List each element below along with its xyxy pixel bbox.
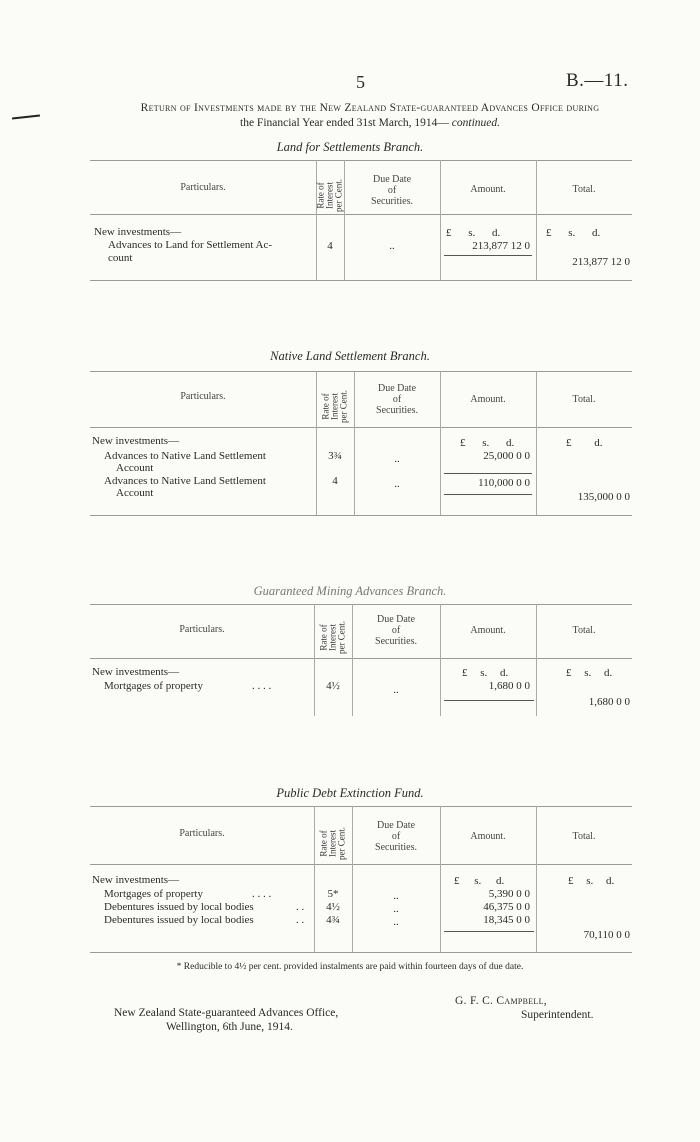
- heading-line-2: [90, 116, 650, 131]
- table-top-rule: [90, 604, 632, 605]
- header-amount: Amount.: [470, 184, 506, 195]
- row-amount: 110,000 0 0: [478, 477, 530, 489]
- row-rate: 5*: [327, 888, 339, 900]
- row-particulars-continued: count: [108, 252, 133, 264]
- row-due-date: ..: [393, 903, 399, 915]
- office-line-2: Wellington, 6th June, 1914.: [166, 1021, 293, 1033]
- table-native-land: [90, 371, 632, 519]
- header-rate-line: Interest: [329, 393, 340, 420]
- amount-rule: [444, 255, 532, 256]
- table-bottom-rule: [90, 515, 632, 516]
- row-leader-dots: . .: [296, 914, 305, 926]
- header-total: Total.: [572, 625, 596, 636]
- currency-shillings: s.: [468, 227, 476, 239]
- header-due-line: of: [387, 185, 397, 196]
- header-rate-line: Interest: [324, 182, 335, 209]
- currency-pound: £: [566, 437, 572, 449]
- heading-line-2-main: the Financial Year ended 31st March, 1914—: [240, 117, 449, 129]
- table-header-rule: [90, 214, 632, 215]
- currency-pound: £: [566, 667, 572, 679]
- column-divider: [440, 160, 441, 280]
- row-amount: 213,877 12 0: [472, 240, 530, 252]
- currency-pound: £: [462, 667, 468, 679]
- table-top-rule: [90, 160, 632, 161]
- currency-pence: d.: [606, 875, 615, 887]
- currency-heading-amount: [446, 227, 532, 239]
- row-leader-dots: . . . .: [252, 680, 272, 692]
- currency-pound: £: [446, 227, 452, 239]
- table-public-debt: [90, 806, 632, 956]
- row-amount: 46,375 0 0: [483, 901, 530, 913]
- group-label: New investments—: [94, 226, 182, 238]
- row-amount: 1,680 0 0: [488, 680, 530, 692]
- column-divider: [314, 604, 315, 716]
- header-due-line: Securities.: [371, 196, 413, 207]
- header-due-line: Due Date: [377, 383, 417, 394]
- header-due-line: Securities.: [375, 636, 417, 647]
- currency-pence: d.: [594, 437, 603, 449]
- header-due-date: [352, 820, 440, 853]
- currency-heading-amount: [462, 667, 536, 679]
- header-rate-line: per Cent.: [338, 390, 349, 423]
- amount-rule: [444, 700, 534, 701]
- footnote: * Reducible to 4½ per cent. provided instalments are paid within fourteen days of due date.: [176, 962, 524, 972]
- currency-pence: d.: [506, 437, 515, 449]
- header-amount: Amount.: [470, 831, 506, 842]
- column-divider: [440, 371, 441, 515]
- group-label: New investments—: [92, 874, 180, 886]
- currency-pence: d.: [496, 875, 505, 887]
- currency-heading-amount: [454, 875, 536, 887]
- section-total: 135,000 0 0: [577, 491, 630, 503]
- header-total: Total.: [572, 831, 596, 842]
- header-total: Total.: [572, 184, 596, 195]
- return-heading: [90, 101, 650, 131]
- row-particulars: Debentures issued by local bodies: [104, 914, 254, 926]
- header-rate-line: Interest: [327, 624, 338, 651]
- header-rate-line: per Cent.: [336, 621, 347, 654]
- row-particulars-continued: Account: [116, 462, 154, 474]
- currency-heading-total: [568, 875, 632, 887]
- margin-mark: [12, 115, 40, 120]
- heading-line-1: Return of Investments made by the New Zealand State-guaranteed Advances Office during: [140, 102, 600, 114]
- header-particulars: Particulars.: [180, 182, 226, 193]
- row-rate: 4½: [326, 680, 340, 692]
- amount-rule: [444, 931, 534, 932]
- section-title-public-debt: Public Debt Extinction Fund.: [276, 786, 424, 800]
- column-divider: [314, 806, 315, 952]
- currency-shillings: s.: [474, 875, 482, 887]
- header-rate-line: Rate of: [315, 182, 326, 209]
- signature-block: [455, 994, 594, 1022]
- header-amount: Amount.: [470, 625, 506, 636]
- table-bottom-rule: [90, 280, 632, 281]
- header-rate-line: Rate of: [318, 624, 329, 651]
- section-title-land-settlements: Land for Settlements Branch.: [276, 140, 424, 154]
- header-due-line: of: [392, 394, 402, 405]
- currency-pound: £: [546, 227, 552, 239]
- currency-shillings: s.: [586, 875, 594, 887]
- office-line-1: New Zealand State-guaranteed Advances Office,: [114, 1007, 339, 1019]
- group-label: New investments—: [92, 666, 180, 678]
- office-address: [114, 1006, 338, 1034]
- header-particulars: Particulars.: [179, 828, 225, 839]
- header-rate-line: Interest: [327, 830, 338, 857]
- header-rate: [322, 377, 349, 437]
- currency-pound: £: [454, 875, 460, 887]
- row-rate: 4¾: [326, 914, 340, 926]
- row-amount: 18,345 0 0: [483, 914, 530, 926]
- currency-pence: d.: [500, 667, 509, 679]
- header-due-date: [354, 383, 440, 416]
- column-divider: [440, 604, 441, 716]
- amount-rule: [444, 473, 532, 474]
- table-land-settlements: [90, 160, 632, 284]
- table-header-rule: [90, 427, 632, 428]
- table-bottom-rule: [90, 952, 632, 953]
- header-rate-line: per Cent.: [336, 827, 347, 860]
- section-total: 213,877 12 0: [572, 256, 630, 268]
- currency-shillings: s.: [480, 667, 488, 679]
- currency-shillings: s.: [584, 667, 592, 679]
- group-label: New investments—: [92, 435, 180, 447]
- currency-shillings: s.: [482, 437, 490, 449]
- currency-pence: d.: [492, 227, 501, 239]
- heading-line-2-continued: continued.: [451, 117, 500, 129]
- table-header-rule: [90, 864, 632, 865]
- table-header-rule: [90, 658, 632, 659]
- header-particulars: Particulars.: [180, 391, 226, 402]
- row-rate: 4: [327, 240, 333, 252]
- header-rate-line: per Cent.: [333, 179, 344, 212]
- row-due-date: ..: [393, 684, 399, 696]
- row-particulars: Advances to Native Land Settlement: [104, 475, 266, 487]
- currency-pound: £: [568, 875, 574, 887]
- amount-rule: [444, 494, 532, 495]
- document-reference: B.—11.: [566, 70, 629, 91]
- header-due-line: Due Date: [376, 614, 416, 625]
- currency-pound: £: [460, 437, 466, 449]
- header-due-line: of: [391, 831, 401, 842]
- row-due-date: ..: [394, 453, 400, 465]
- section-title-native-land: Native Land Settlement Branch.: [270, 349, 430, 363]
- signatory-title: Superintendent.: [521, 1009, 594, 1021]
- header-due-date: [344, 174, 440, 207]
- currency-heading-total: [566, 437, 632, 449]
- section-total: 70,110 0 0: [583, 929, 630, 941]
- row-particulars: Advances to Land for Settlement Ac-: [108, 239, 273, 251]
- header-due-date: [352, 614, 440, 647]
- header-total: Total.: [572, 394, 596, 405]
- header-due-line: Securities.: [375, 842, 417, 853]
- header-due-line: Securities.: [376, 405, 418, 416]
- currency-heading-total: [546, 227, 632, 239]
- header-due-line: of: [391, 625, 401, 636]
- row-particulars: Mortgages of property: [104, 888, 203, 900]
- table-top-rule: [90, 371, 632, 372]
- header-rate: [320, 814, 347, 874]
- row-particulars: Advances to Native Land Settlement: [104, 450, 266, 462]
- header-due-line: Due Date: [372, 174, 412, 185]
- currency-shillings: s.: [568, 227, 576, 239]
- column-divider: [316, 371, 317, 515]
- signatory-name: G. F. C. Campbell,: [455, 995, 547, 1007]
- row-leader-dots: . .: [296, 901, 305, 913]
- currency-heading-total: [566, 667, 632, 679]
- row-particulars: Debentures issued by local bodies: [104, 901, 254, 913]
- header-rate-line: Rate of: [318, 830, 329, 857]
- header-rate-line: Rate of: [320, 393, 331, 420]
- row-rate: 3¾: [328, 450, 342, 462]
- header-amount: Amount.: [470, 394, 506, 405]
- row-rate: 4½: [326, 901, 340, 913]
- section-title-mining: Guaranteed Mining Advances Branch.: [253, 584, 447, 598]
- currency-pence: d.: [604, 667, 613, 679]
- header-rate: [320, 608, 347, 668]
- section-total: 1,680 0 0: [588, 696, 630, 708]
- row-due-date: ..: [394, 478, 400, 490]
- currency-pence: d.: [592, 227, 601, 239]
- row-due-date: ..: [393, 916, 399, 928]
- row-due-date: ..: [393, 890, 399, 902]
- row-leader-dots: . . . .: [252, 888, 272, 900]
- header-rate: [317, 166, 344, 226]
- table-mining: [90, 604, 632, 720]
- row-due-date: ..: [389, 240, 395, 252]
- column-divider: [440, 806, 441, 952]
- row-particulars-continued: Account: [116, 487, 154, 499]
- row-amount: 25,000 0 0: [483, 450, 530, 462]
- table-top-rule: [90, 806, 632, 807]
- header-particulars: Particulars.: [179, 624, 225, 635]
- currency-heading-amount: [460, 437, 536, 449]
- row-rate: 4: [332, 475, 338, 487]
- header-due-line: Due Date: [376, 820, 416, 831]
- page-number: 5: [356, 72, 365, 92]
- row-particulars: Mortgages of property: [104, 680, 203, 692]
- row-amount: 5,390 0 0: [488, 888, 530, 900]
